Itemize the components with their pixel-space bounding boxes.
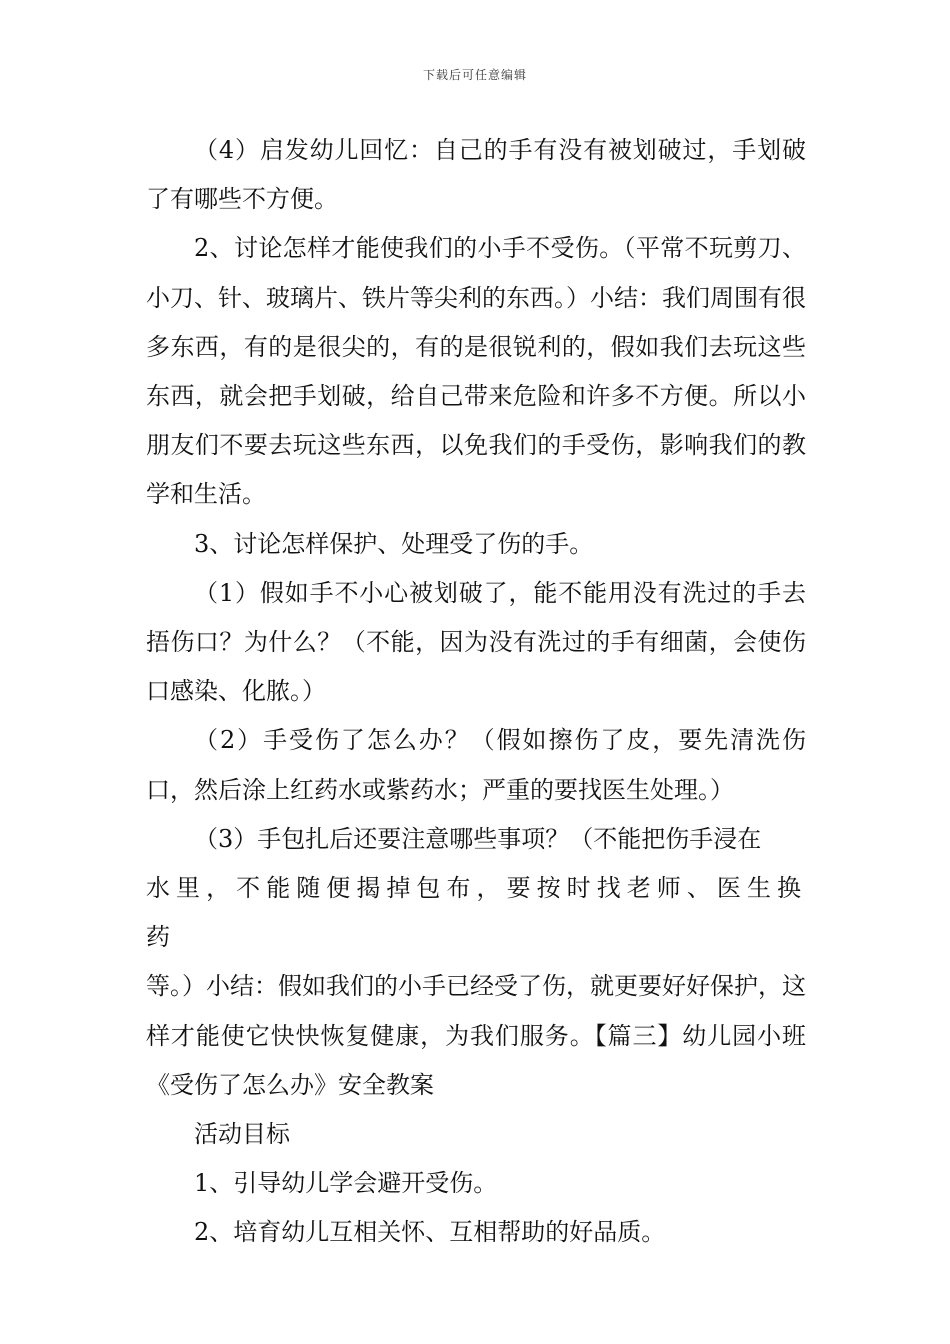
paragraph-question-2: （2）手受伤了怎么办？（假如擦伤了皮，要先清洗伤口，然后涂上红药水或紫药水；严重的要找医生处理。） — [146, 726, 806, 804]
paragraph-question-3-cont: 水里，不能随便揭掉包布，要按时找老师、医生换药 — [146, 874, 806, 952]
paragraph-question-1: （1）假如手不小心被划破了，能不能用没有洗过的手去捂伤口？为什么？（不能，因为没有洗过的手有细菌，会使伤口感染、化脓。） — [146, 578, 806, 706]
paragraph-discussion-protect: 2、讨论怎样才能使我们的小手不受伤。（平常不玩剪刀、小刀、针、玻璃片、铁片等尖利的东西。）小结：我们周围有很多东西，有的是很尖的，有的是很锐利的，假如我们去玩这些东西，就会把手划破，给自己带来危险和许多不方便。所以小朋友们不要去玩这些东西，以免我们的手受伤，影响我们的教学和生活。 — [146, 234, 806, 509]
paragraph-summary-section-three: 等。）小结：假如我们的小手已经受了伤，就更要好好保护，这样才能使它快快恢复健康，为我们服务。【篇三】幼儿园小班《受伤了怎么办》安全教案 — [146, 972, 806, 1099]
paragraph-discussion-treat: 3、讨论怎样保护、处理受了伤的手。 — [194, 529, 594, 558]
heading-activity-goals: 活动目标 — [194, 1120, 290, 1149]
paragraph-recall: （4）启发幼儿回忆：自己的手有没有被划破过，手划破了有哪些不方便。 — [146, 136, 806, 214]
goal-item-1: 1、引导幼儿学会避开受伤。 — [194, 1169, 498, 1198]
page-header: 下载后可任意编辑 — [422, 68, 527, 82]
document-body — [146, 126, 806, 1258]
paragraph-question-3: （3）手包扎后还要注意哪些事项？（不能把伤手浸在 — [194, 824, 762, 853]
goal-item-2: 2、培育幼儿互相关怀、互相帮助的好品质。 — [194, 1218, 666, 1247]
